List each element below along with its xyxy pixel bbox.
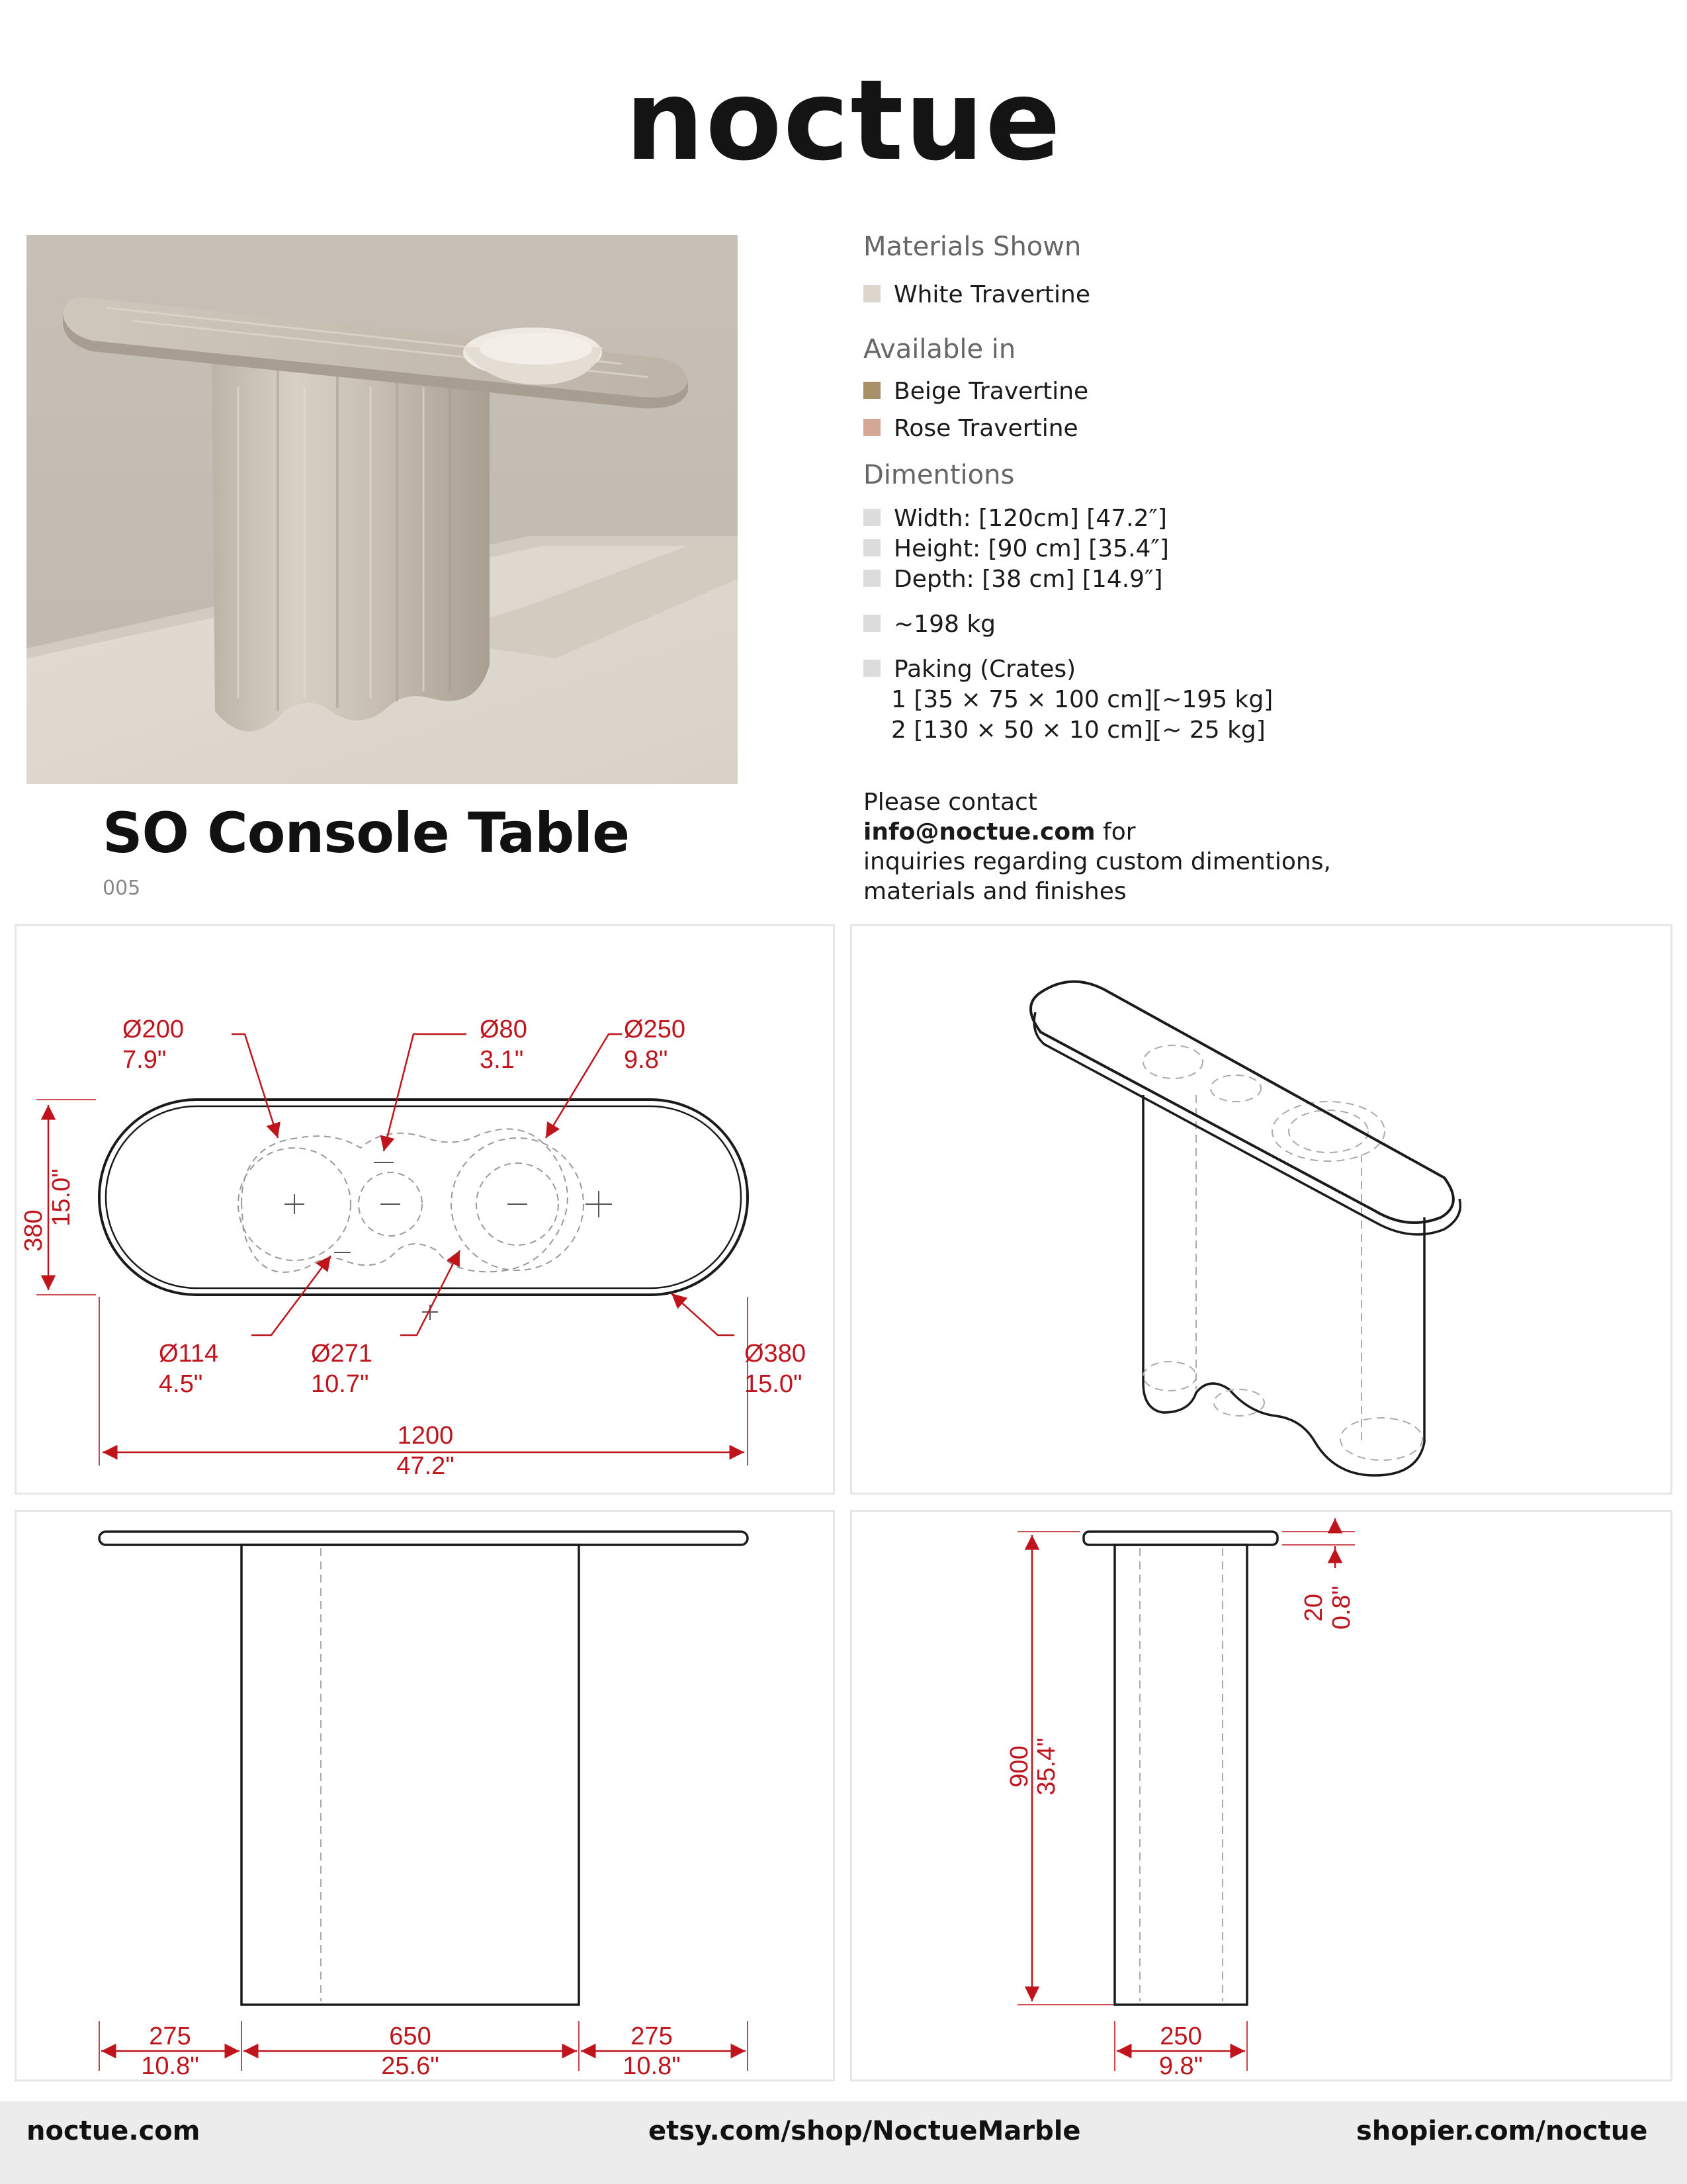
contact-email-link[interactable]: info@noctue.com bbox=[863, 818, 1096, 846]
product-photo-image bbox=[26, 235, 738, 784]
dim-d271-in: 10.7" bbox=[311, 1370, 369, 1398]
materials-shown-title: Materials Shown bbox=[863, 232, 1082, 262]
material-swatch bbox=[863, 285, 881, 302]
dim-width-mm: 1200 bbox=[397, 1422, 454, 1450]
material-swatch bbox=[863, 419, 881, 436]
product-code: 005 bbox=[103, 877, 141, 900]
contact-for: for bbox=[1095, 818, 1136, 846]
material-swatch bbox=[863, 382, 881, 399]
dim-width-in: 47.2" bbox=[396, 1452, 454, 1480]
top-view-drawing bbox=[15, 924, 835, 1495]
top-view-outline-inner bbox=[106, 1106, 741, 1288]
product-photo bbox=[26, 235, 738, 784]
brand-logo bbox=[0, 56, 1687, 192]
isometric-drawing bbox=[850, 924, 1672, 1495]
dim-d250-in: 9.8" bbox=[624, 1046, 668, 1074]
footer-link-website[interactable]: noctue.com bbox=[26, 2116, 200, 2146]
side-top-slab bbox=[1084, 1532, 1277, 1545]
dim-mid-in: 25.6" bbox=[381, 2052, 439, 2080]
dim-d380-in: 15.0" bbox=[744, 1370, 802, 1398]
iso-top-slab bbox=[1031, 982, 1453, 1223]
dim-d114-in: 4.5" bbox=[159, 1370, 203, 1398]
product-title: SO Console Table bbox=[103, 801, 630, 865]
dimension-height-text: Height: [90 cm] [35.4″] bbox=[894, 535, 1169, 562]
contact-line-1: Please contact bbox=[863, 789, 1037, 816]
contact-line-4: materials and finishes bbox=[863, 878, 1127, 905]
dim-d200-in: 7.9" bbox=[122, 1046, 167, 1074]
dimension-depth-text: Depth: [38 cm] [14.9″] bbox=[894, 566, 1163, 593]
dim-left-mm: 275 bbox=[149, 2023, 191, 2050]
available-in-title: Available in bbox=[863, 334, 1016, 365]
bullet-square bbox=[863, 509, 881, 526]
hidden-base-outline bbox=[238, 1129, 584, 1272]
dim-depth-mm: 380 bbox=[20, 1209, 48, 1252]
front-base bbox=[241, 1545, 579, 2005]
dim-right-in: 10.8" bbox=[623, 2052, 681, 2080]
dim-d114-mm: Ø114 bbox=[159, 1340, 219, 1368]
dim-base-mm: 250 bbox=[1160, 2023, 1202, 2050]
bullet-square bbox=[863, 570, 881, 587]
dim-mid-mm: 650 bbox=[389, 2023, 431, 2050]
dim-left-in: 10.8" bbox=[141, 2052, 199, 2080]
dim-depth-in: 15.0" bbox=[48, 1168, 75, 1227]
dim-height-mm: 900 bbox=[1006, 1745, 1033, 1788]
material-label: Beige Travertine bbox=[894, 378, 1089, 405]
footer-link-etsy[interactable]: etsy.com/shop/NoctueMarble bbox=[648, 2116, 1081, 2146]
crate-2: 2 [130 × 50 × 10 cm][~ 25 kg] bbox=[891, 717, 1266, 744]
bullet-square bbox=[863, 539, 881, 556]
brand-logo-text: noctue bbox=[625, 56, 1062, 185]
contact-line-2 bbox=[863, 817, 1657, 847]
dimension-weight-text: ~198 kg bbox=[894, 611, 996, 638]
bullet-square bbox=[863, 660, 881, 677]
dimensions-title: Dimentions bbox=[863, 460, 1015, 490]
dimension-width-text: Width: [120cm] [47.2″] bbox=[894, 505, 1167, 532]
dimension-height bbox=[863, 533, 1169, 565]
dim-d80-mm: Ø80 bbox=[480, 1016, 527, 1043]
side-view-drawing bbox=[850, 1510, 1672, 2081]
front-top-slab bbox=[99, 1532, 748, 1545]
dim-top-in: 0.8" bbox=[1328, 1585, 1356, 1630]
footer-link-shopier[interactable]: shopier.com/noctue bbox=[1356, 2116, 1648, 2146]
dim-d271-mm: Ø271 bbox=[311, 1340, 372, 1368]
top-view-outline-outer bbox=[99, 1100, 748, 1295]
material-label: White Travertine bbox=[894, 281, 1091, 308]
dimension-width bbox=[863, 503, 1167, 535]
side-base bbox=[1115, 1545, 1247, 2005]
material-label: Rose Travertine bbox=[894, 415, 1078, 442]
dim-d80-in: 3.1" bbox=[480, 1046, 524, 1074]
packing-title bbox=[863, 654, 1076, 685]
dimension-depth bbox=[863, 564, 1163, 595]
dim-d200-mm: Ø200 bbox=[122, 1016, 184, 1043]
front-view-drawing bbox=[15, 1510, 835, 2081]
dim-base-in: 9.8" bbox=[1158, 2052, 1203, 2080]
crate-1: 1 [35 × 75 × 100 cm][~195 kg] bbox=[891, 686, 1274, 713]
material-item-white-travertine bbox=[863, 279, 1090, 311]
dim-height-in: 35.4" bbox=[1033, 1737, 1060, 1796]
contact-block bbox=[863, 787, 1657, 906]
material-item-beige-travertine bbox=[863, 376, 1088, 408]
material-item-rose-travertine bbox=[863, 413, 1078, 445]
dim-right-mm: 275 bbox=[630, 2023, 673, 2050]
dim-top-mm: 20 bbox=[1300, 1593, 1328, 1622]
bullet-square bbox=[863, 615, 881, 632]
dim-d250-mm: Ø250 bbox=[624, 1016, 685, 1043]
dim-d380-mm: Ø380 bbox=[744, 1340, 806, 1368]
contact-line-3: inquiries regarding custom dimentions, bbox=[863, 848, 1331, 875]
packing-title-text: Paking (Crates) bbox=[894, 656, 1076, 683]
dimension-weight bbox=[863, 609, 996, 640]
